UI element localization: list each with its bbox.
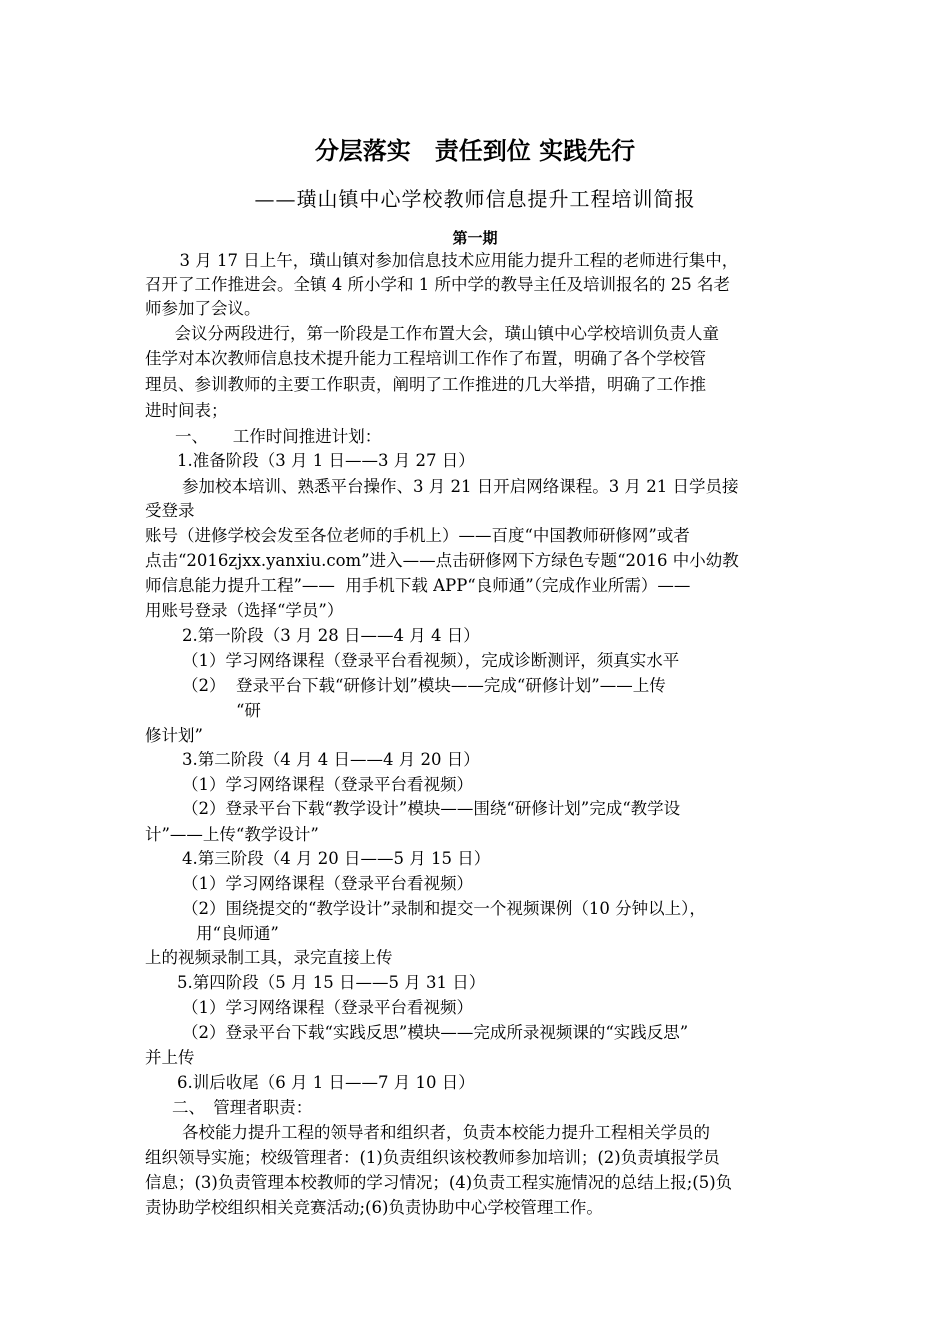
stage-heading: 5.第四阶段（5 月 15 日——5 月 31 日）: [177, 973, 486, 992]
body-line: （2）围绕提交的“教学设计”录制和提交一个视频课例（10 分钟以上），: [182, 899, 706, 918]
body-line: 3 月 17 日上午，璜山镇对参加信息技术应用能力提升工程的老师进行集中，: [163, 251, 739, 270]
body-line: 受登录: [145, 501, 195, 520]
body-line: 用“良师通”: [196, 924, 279, 943]
body-line: 信息；(3)负责管理本校教师的学习情况；(4)负责工程实施情况的总结上报;(5)负: [145, 1173, 733, 1192]
stage-heading: 1.准备阶段（3 月 1 日——3 月 27 日）: [177, 451, 475, 470]
body-line: 用账号登录（选择“学员”）: [145, 601, 344, 620]
body-line: （1）学习网络课程（登录平台看视频）: [182, 775, 473, 794]
body-line: （2）登录平台下载“教学设计”模块——围绕“研修计划”完成“教学设: [182, 799, 681, 818]
body-line: 组织领导实施；校级管理者：(1)负责组织该校教师参加培训；(2)负责填报学员: [145, 1148, 720, 1167]
body-line: （2）登录平台下载“实践反思”模块——完成所录视频课的“实践反思”: [182, 1023, 689, 1042]
body-line: 计”——上传“教学设计”: [145, 825, 319, 844]
body-line: 账号（进修学校会发至各位老师的手机上）——百度“中国教师研修网”或者: [145, 526, 690, 545]
body-line: “研: [236, 701, 261, 720]
body-line: 召开了工作推进会。全镇 4 所小学和 1 所中学的教导主任及培训报名的 25 名老: [145, 275, 730, 294]
body-line: （2） 登录平台下载“研修计划”模块——完成“研修计划”——上传: [182, 676, 666, 695]
body-line: 点击“2016zjxx.yanxiu.com”进入——点击研修网下方绿色专题“2016 中小幼教: [145, 551, 739, 570]
body-line: 上的视频录制工具，录完直接上传: [145, 948, 393, 967]
page-subtitle: ——璜山镇中心学校教师信息提升工程培训简报: [254, 187, 696, 211]
body-line: 师信息能力提升工程”—— 用手机下载 APP“良师通”（完成作业所需）——: [145, 576, 691, 595]
body-line: 各校能力提升工程的领导者和组织者，负责本校能力提升工程相关学员的: [182, 1123, 710, 1142]
body-line: （1）学习网络课程（登录平台看视频）: [182, 874, 473, 893]
stage-heading: 4.第三阶段（4 月 20 日——5 月 15 日）: [182, 849, 491, 868]
body-line: 理员、参训教师的主要工作职责，阐明了工作推进的几大举措，明确了工作推: [145, 375, 706, 394]
body-line: 修计划”: [145, 726, 203, 745]
stage-heading: 3.第二阶段（4 月 4 日——4 月 20 日）: [182, 750, 480, 769]
issue-number: 第一期: [452, 229, 498, 247]
body-line: （1）学习网络课程（登录平台看视频），完成诊断测评，须真实水平: [182, 651, 680, 670]
body-line: 并上传: [145, 1048, 195, 1067]
body-line: 责协助学校组织相关竞赛活动;(6)负责协助中心学校管理工作。: [145, 1198, 603, 1217]
page-title: 分层落实 责任到位 实践先行: [314, 137, 636, 165]
body-line: 佳学对本次教师信息技术提升能力工程培训工作作了布置，明确了各个学校管: [145, 349, 706, 368]
section-heading: 二、 管理者职责：: [172, 1098, 313, 1117]
body-line: （1）学习网络课程（登录平台看视频）: [182, 998, 473, 1017]
body-line: 会议分两段进行，第一阶段是工作布置大会，璜山镇中心学校培训负责人童: [158, 324, 719, 343]
stage-heading: 2.第一阶段（3 月 28 日——4 月 4 日）: [182, 626, 480, 645]
stage-heading: 6.训后收尾（6 月 1 日——7 月 10 日）: [177, 1073, 475, 1092]
body-line: 进时间表；: [145, 401, 228, 420]
section-heading: 一、 工作时间推进计划：: [175, 427, 382, 446]
body-line: 参加校本培训、熟悉平台操作、3 月 21 日开启网络课程。3 月 21 日学员接: [182, 477, 739, 496]
body-line: 师参加了会议。: [145, 299, 261, 318]
